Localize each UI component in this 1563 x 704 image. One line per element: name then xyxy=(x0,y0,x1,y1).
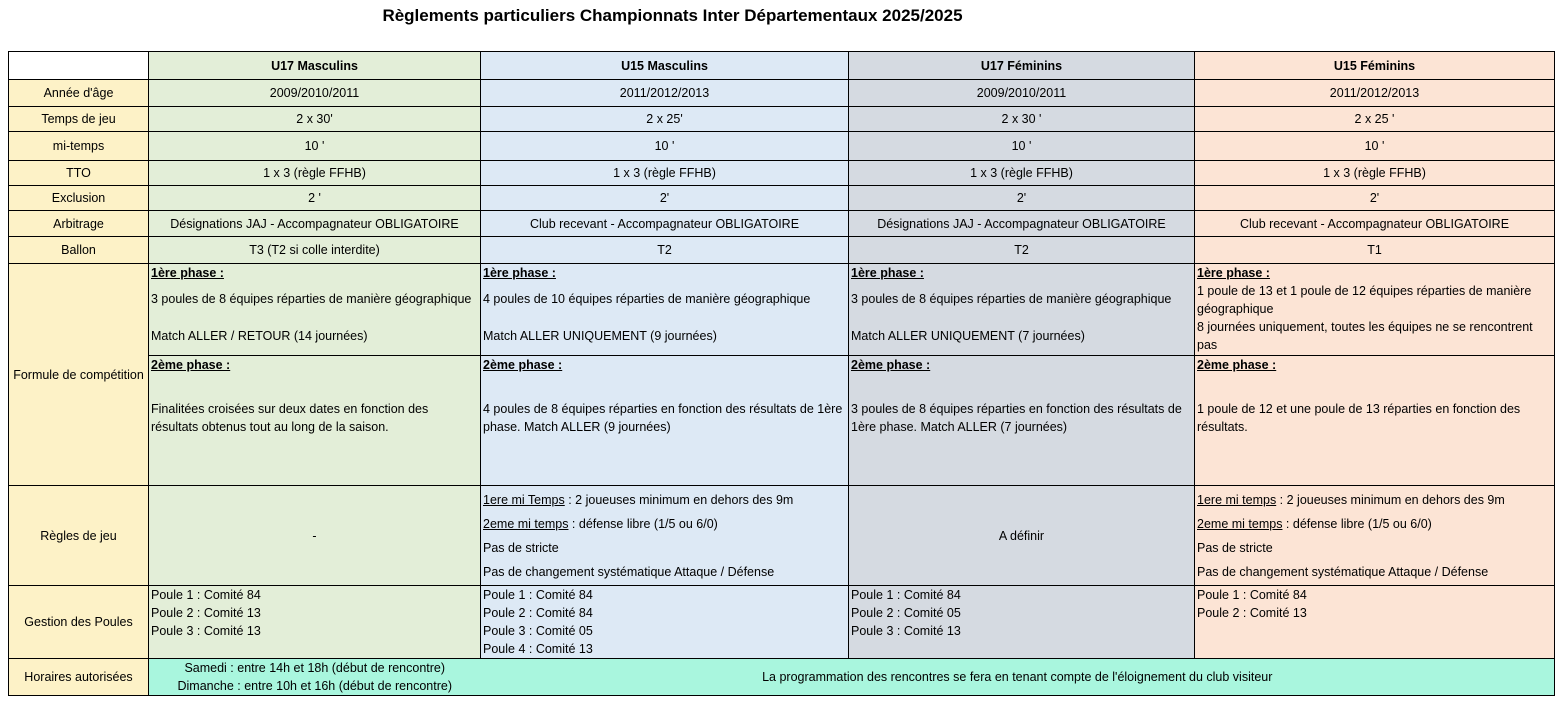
label-horaires: Horaires autorisées xyxy=(9,659,149,696)
regle-text: : défense libre (1/5 ou 6/0) xyxy=(568,516,718,531)
label-tto: TTO xyxy=(9,161,149,186)
row-arbitrage xyxy=(9,211,1555,237)
cell-regles-u17f: A définir xyxy=(849,486,1195,586)
cell-phase1-u15m xyxy=(481,264,849,356)
poule-line: Poule 1 : Comité 84 xyxy=(851,588,961,602)
regle-line: Pas de stricte xyxy=(483,540,559,555)
regle-text: : 2 joueuses minimum en dehors des 9m xyxy=(1276,492,1505,507)
col-header-u17f: U17 Féminins xyxy=(849,52,1195,80)
row-mitemps xyxy=(9,132,1555,161)
label-poules: Gestion des Poules xyxy=(9,586,149,659)
phase1-line2: Match ALLER UNIQUEMENT (9 journées) xyxy=(483,329,717,343)
row-regles xyxy=(9,486,1555,586)
regle-line: Pas de changement systématique Attaque / Défense xyxy=(1197,564,1489,579)
cell-phase2-u15m xyxy=(481,356,849,486)
cell-ballon-u17f: T2 xyxy=(849,237,1195,264)
cell-temps-u15f: 2 x 25 ' xyxy=(1195,107,1555,132)
label-mitemps: mi-temps xyxy=(9,132,149,161)
col-header-u17m: U17 Masculins xyxy=(149,52,481,80)
label-ballon: Ballon xyxy=(9,237,149,264)
cell-tto-u17m: 1 x 3 (règle FFHB) xyxy=(149,161,481,186)
cell-poules-u17f xyxy=(849,586,1195,659)
cell-exclusion-u15m: 2' xyxy=(481,186,849,211)
phase1-title: 1ère phase : xyxy=(483,266,556,280)
phase2-text: 3 poules de 8 équipes réparties en fonction des résultats de 1ère phase. Match ALLER (7 journées) xyxy=(851,402,1182,434)
label-annee: Année d'âge xyxy=(9,80,149,107)
page-title: Règlements particuliers Championnats Inter Départementaux 2025/2025 xyxy=(382,6,963,25)
cell-annee-u15f: 2011/2012/2013 xyxy=(1195,80,1555,107)
regle-line xyxy=(1197,488,1552,512)
cell-ballon-u15m: T2 xyxy=(481,237,849,264)
row-ballon xyxy=(9,237,1555,264)
cell-mitemps-u17f: 10 ' xyxy=(849,132,1195,161)
cell-ballon-u15f: T1 xyxy=(1195,237,1555,264)
cell-temps-u17f: 2 x 30 ' xyxy=(849,107,1195,132)
regle-label: 1ere mi temps xyxy=(1197,492,1277,507)
poule-line: Poule 4 : Comité 13 xyxy=(483,642,593,656)
rules-table xyxy=(8,51,1555,696)
regle-line: Pas de stricte xyxy=(1197,540,1273,555)
regle-line xyxy=(483,512,846,536)
cell-temps-u17m: 2 x 30' xyxy=(149,107,481,132)
phase2-title: 2ème phase : xyxy=(483,358,563,372)
row-phase2 xyxy=(9,356,1555,486)
label-arbitrage: Arbitrage xyxy=(9,211,149,237)
label-exclusion: Exclusion xyxy=(9,186,149,211)
cell-mitemps-u17m: 10 ' xyxy=(149,132,481,161)
cell-regles-u15m xyxy=(481,486,849,586)
poule-line: Poule 2 : Comité 13 xyxy=(1197,606,1307,620)
cell-poules-u15m xyxy=(481,586,849,659)
regle-label: 1ere mi Temps xyxy=(483,492,565,507)
corner-cell xyxy=(9,52,149,80)
phase1-line1: 1 poule de 13 et 1 poule de 12 équipes réparties de manière géographique xyxy=(1197,284,1532,316)
row-phase1 xyxy=(9,264,1555,356)
col-header-u15m: U15 Masculins xyxy=(481,52,849,80)
cell-regles-u15f xyxy=(1195,486,1555,586)
label-temps: Temps de jeu xyxy=(9,107,149,132)
phase2-text: 4 poules de 8 équipes réparties en fonction des résultats de 1ère phase. Match ALLER (9 journées) xyxy=(483,402,843,434)
cell-phase1-u17f xyxy=(849,264,1195,356)
phase2-title: 2ème phase : xyxy=(1197,358,1277,372)
poule-line: Poule 1 : Comité 84 xyxy=(151,588,261,602)
col-header-u15f: U15 Féminins xyxy=(1195,52,1555,80)
header-row xyxy=(9,52,1555,80)
regle-line: Pas de changement systématique Attaque / Défense xyxy=(483,564,775,579)
cell-arbitrage-u17m: Désignations JAJ - Accompagnateur OBLIGATOIRE xyxy=(149,211,481,237)
cell-annee-u17f: 2009/2010/2011 xyxy=(849,80,1195,107)
row-temps xyxy=(9,107,1555,132)
cell-phase2-u17f xyxy=(849,356,1195,486)
row-tto xyxy=(9,161,1555,186)
phase2-title: 2ème phase : xyxy=(151,358,231,372)
cell-annee-u15m: 2011/2012/2013 xyxy=(481,80,849,107)
regle-line xyxy=(1197,512,1552,536)
horaire-samedi: Samedi : entre 14h et 18h (début de rencontre) xyxy=(184,661,446,675)
phase1-line2: Match ALLER UNIQUEMENT (7 journées) xyxy=(851,329,1085,343)
cell-mitemps-u15m: 10 ' xyxy=(481,132,849,161)
cell-ballon-u17m: T3 (T2 si colle interdite) xyxy=(149,237,481,264)
horaire-dimanche: Dimanche : entre 10h et 16h (début de rencontre) xyxy=(177,679,452,693)
phase2-title: 2ème phase : xyxy=(851,358,931,372)
phase1-line1: 4 poules de 10 équipes réparties de manière géographique xyxy=(483,292,811,306)
regle-label: 2eme mi temps xyxy=(483,516,569,531)
cell-arbitrage-u17f: Désignations JAJ - Accompagnateur OBLIGATOIRE xyxy=(849,211,1195,237)
regle-text: : défense libre (1/5 ou 6/0) xyxy=(1282,516,1432,531)
regle-line xyxy=(483,488,846,512)
label-formule: Formule de compétition xyxy=(9,264,149,486)
cell-tto-u15m: 1 x 3 (règle FFHB) xyxy=(481,161,849,186)
cell-arbitrage-u15f: Club recevant - Accompagnateur OBLIGATOIRE xyxy=(1195,211,1555,237)
poule-line: Poule 2 : Comité 05 xyxy=(851,606,961,620)
regle-label: 2eme mi temps xyxy=(1197,516,1283,531)
cell-phase2-u15f xyxy=(1195,356,1555,486)
poule-line: Poule 3 : Comité 13 xyxy=(151,624,261,638)
poule-line: Poule 1 : Comité 84 xyxy=(483,588,593,602)
row-exclusion xyxy=(9,186,1555,211)
phase1-line2: 8 journées uniquement, toutes les équipes ne se rencontrent pas xyxy=(1197,320,1533,352)
row-annee xyxy=(9,80,1555,107)
poule-line: Poule 3 : Comité 13 xyxy=(851,624,961,638)
phase2-text: Finalitées croisées sur deux dates en fonction des résultats obtenus tout au long de la saison. xyxy=(151,402,429,434)
cell-tto-u17f: 1 x 3 (règle FFHB) xyxy=(849,161,1195,186)
cell-exclusion-u17f: 2' xyxy=(849,186,1195,211)
cell-arbitrage-u15m: Club recevant - Accompagnateur OBLIGATOIRE xyxy=(481,211,849,237)
horaire-note: La programmation des rencontres se fera en tenant compte de l'éloignement du club visiteur xyxy=(762,670,1273,684)
poule-line: Poule 2 : Comité 13 xyxy=(151,606,261,620)
label-regles: Règles de jeu xyxy=(9,486,149,586)
cell-tto-u15f: 1 x 3 (règle FFHB) xyxy=(1195,161,1555,186)
poule-line: Poule 3 : Comité 05 xyxy=(483,624,593,638)
poule-line: Poule 1 : Comité 84 xyxy=(1197,588,1307,602)
cell-phase1-u15f xyxy=(1195,264,1555,356)
cell-poules-u15f xyxy=(1195,586,1555,659)
cell-annee-u17m: 2009/2010/2011 xyxy=(149,80,481,107)
regle-text: : 2 joueuses minimum en dehors des 9m xyxy=(564,492,794,507)
phase1-line1: 3 poules de 8 équipes réparties de manière géographique xyxy=(151,292,472,306)
cell-horaires-note xyxy=(481,659,1555,696)
phase1-line2: Match ALLER / RETOUR (14 journées) xyxy=(151,329,368,343)
phase1-title: 1ère phase : xyxy=(151,266,224,280)
cell-exclusion-u17m: 2 ' xyxy=(149,186,481,211)
phase1-line1: 3 poules de 8 équipes réparties de manière géographique xyxy=(851,292,1172,306)
cell-poules-u17m xyxy=(149,586,481,659)
phase1-title: 1ère phase : xyxy=(1197,266,1270,280)
cell-mitemps-u15f: 10 ' xyxy=(1195,132,1555,161)
row-poules xyxy=(9,586,1555,659)
cell-phase2-u17m xyxy=(149,356,481,486)
poule-line: Poule 2 : Comité 84 xyxy=(483,606,593,620)
cell-phase1-u17m xyxy=(149,264,481,356)
cell-horaires-days xyxy=(149,659,481,696)
row-horaires xyxy=(9,659,1555,696)
cell-temps-u15m: 2 x 25' xyxy=(481,107,849,132)
phase2-text: 1 poule de 12 et une poule de 13 réparties en fonction des résultats. xyxy=(1197,402,1521,434)
cell-exclusion-u15f: 2' xyxy=(1195,186,1555,211)
phase1-title: 1ère phase : xyxy=(851,266,924,280)
cell-regles-u17m: - xyxy=(149,486,481,586)
